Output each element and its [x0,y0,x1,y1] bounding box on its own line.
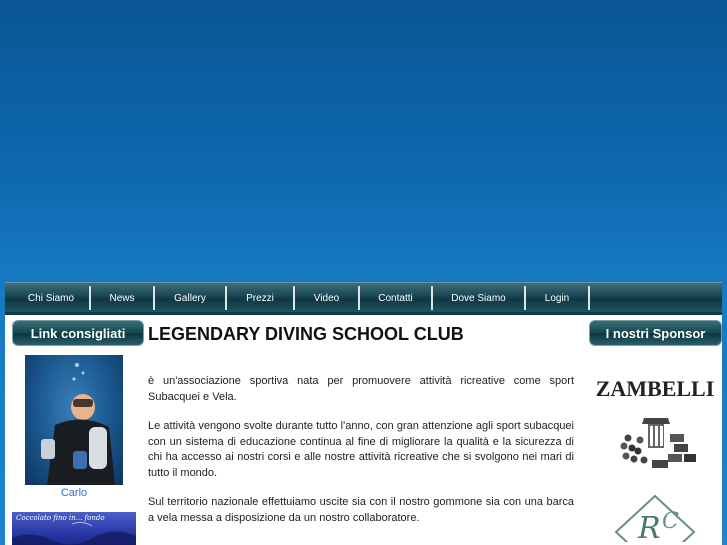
sponsor-title: I nostri Sponsor [589,320,722,346]
svg-text:R: R [638,511,661,542]
nav-news[interactable]: News [91,286,155,310]
diver-illustration [25,355,123,485]
nav-login[interactable]: Login [526,286,590,310]
zambelli-logo[interactable]: ZAMBELLI [595,376,715,401]
zambelli-emblem [588,404,722,474]
main-content [148,320,574,545]
nav-video[interactable]: Video [295,286,360,310]
right-sidebar [588,320,722,545]
nav-dove-siamo[interactable]: Dove Siamo [433,286,526,310]
nav-chi-siamo[interactable]: Chi Siamo [13,286,91,310]
intro-paragraph: è un'associazione sportiva nata per promuovere attività ricreative come sport Subacquei e Vela. [148,375,574,403]
main-nav [5,282,722,313]
nav-contatti[interactable]: Contatti [360,286,433,310]
page-title: LEGENDARY DIVING SCHOOL CLUB [148,324,464,344]
nav-underline [5,312,722,315]
diver-photo[interactable] [25,355,123,485]
nav-gallery[interactable]: Gallery [155,286,227,310]
svg-text:C: C [662,509,679,534]
page-content [5,282,722,545]
banner-illustration [12,512,136,545]
link-consigliati-title: Link consigliati [12,320,144,346]
nav-prezzi[interactable]: Prezzi [227,286,295,310]
activities-paragraph: Le attività vengono svolte durante tutto l'anno, con gran attenzione agli sport subacquei con un sistema di educazione continua al fine di migliorare la qualità e la sicurezza di chi ha accesso ai nostri corsi e alle nostre attività ricreative che si svolgono nei mari di tutto il mondo. [148,420,574,479]
photo-caption[interactable]: Carlo [60,487,88,499]
left-sidebar [5,320,145,545]
banner-photo[interactable] [12,512,136,545]
outings-paragraph: Sul territorio nazionale effettuiamo uscite sia con il nostro gommone sia con una barca a vela messa a disposizione da un nostro collaboratore. [148,496,574,524]
sponsor-rc-logo[interactable] [588,492,722,542]
banner-text: Coccolato fino in... fondo [16,514,105,522]
